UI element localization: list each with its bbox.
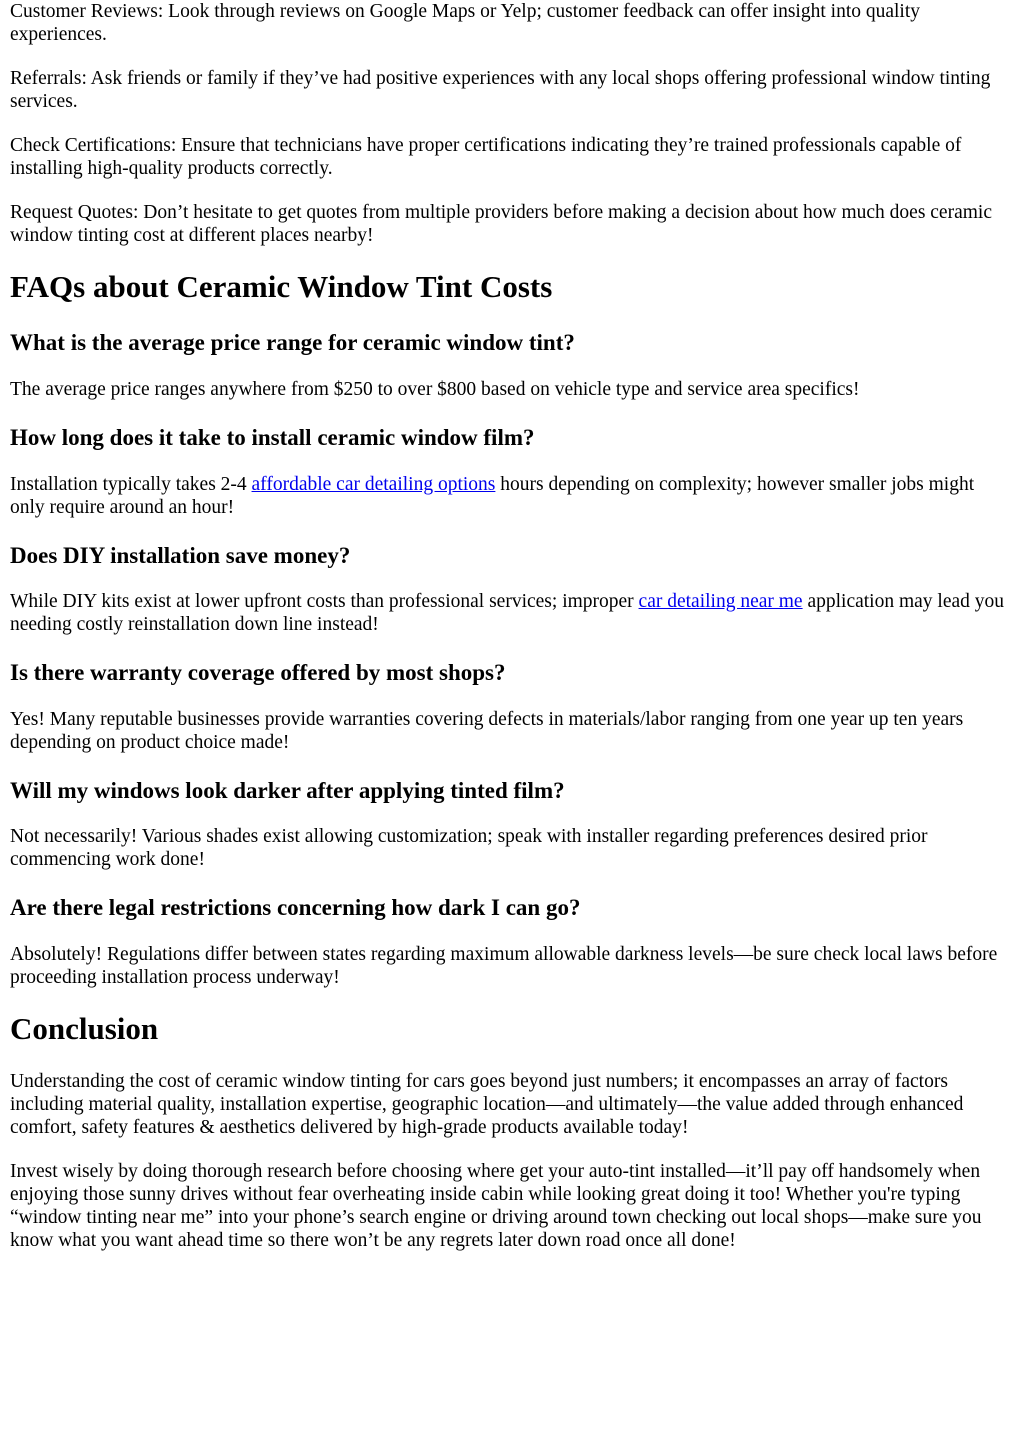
conclusion-heading: Conclusion: [10, 1011, 159, 1046]
faq-heading: FAQs about Ceramic Window Tint Costs: [10, 269, 553, 304]
paragraph-referrals: Referrals: Ask friends or family if they’ve had positive experiences with any local shops offering professional window tinting services.: [10, 68, 991, 112]
faq-question-2: How long does it take to install ceramic window film?: [10, 425, 535, 450]
faq-answer-3-text-before: While DIY kits exist at lower upfront costs than professional services; improper: [10, 591, 639, 612]
faq-answer-3-text-after: application may lead you needing costly reinstallation down line instead!: [10, 591, 1005, 635]
faq-question-4: Is there warranty coverage offered by most shops?: [10, 660, 506, 685]
conclusion-paragraph-2: Invest wisely by doing thorough research before choosing where get your auto-tint installed—it’ll pay off handsomely when enjoying those sunny drives without fear overheating inside cabin while looking great doing it too! Whether you're typing “window tinting near me” into your phone’s search engine or driving around town checking out local shops—make sure you know what you want ahead time so there won’t be any regrets later down road once all done!: [10, 1161, 982, 1251]
conclusion-paragraph-1: Understanding the cost of ceramic window tinting for cars goes beyond just numbers; it encompasses an array of factors including material quality, installation expertise, geographic location—and ultimately—the value added through enhanced comfort, safety features & aesthetics delivered by high-grade products available today!: [10, 1071, 964, 1138]
faq-answer-2-text-before: Installation typically takes 2-4: [10, 474, 252, 495]
faq-answer-2: [10, 473, 1012, 519]
faq-question-5: Will my windows look darker after applying tinted film?: [10, 778, 565, 803]
car-detailing-near-me-link[interactable]: car detailing near me: [638, 591, 803, 612]
faq-answer-4: Yes! Many reputable businesses provide warranties covering defects in materials/labor ranging from one year up ten years depending on product choice made!: [10, 709, 964, 753]
paragraph-check-certifications: Check Certifications: Ensure that technicians have proper certifications indicating they’re trained professionals capable of installing high-quality products correctly.: [10, 135, 962, 179]
faq-question-3: Does DIY installation save money?: [10, 543, 351, 568]
faq-question-1: What is the average price range for ceramic window tint?: [10, 330, 575, 355]
faq-answer-3: [10, 590, 1012, 636]
faq-answer-5: Not necessarily! Various shades exist allowing customization; speak with installer regarding preferences desired prior commencing work done!: [10, 826, 928, 870]
faq-answer-1: The average price ranges anywhere from $250 to over $800 based on vehicle type and service area specifics!: [10, 379, 860, 400]
faq-answer-2-text-after: hours depending on complexity; however smaller jobs might only require around an hour!: [10, 474, 975, 518]
affordable-car-detailing-link[interactable]: affordable car detailing options: [251, 474, 496, 495]
faq-answer-6: Absolutely! Regulations differ between states regarding maximum allowable darkness levels—be sure check local laws before proceeding installation process underway!: [10, 944, 998, 988]
faq-question-6: Are there legal restrictions concerning how dark I can go?: [10, 895, 581, 920]
paragraph-request-quotes: Request Quotes: Don’t hesitate to get quotes from multiple providers before making a decision about how much does ceramic window tinting cost at different places nearby!: [10, 202, 992, 246]
paragraph-customer-reviews: Customer Reviews: Look through reviews on Google Maps or Yelp; customer feedback can offer insight into quality experiences.: [10, 1, 921, 45]
